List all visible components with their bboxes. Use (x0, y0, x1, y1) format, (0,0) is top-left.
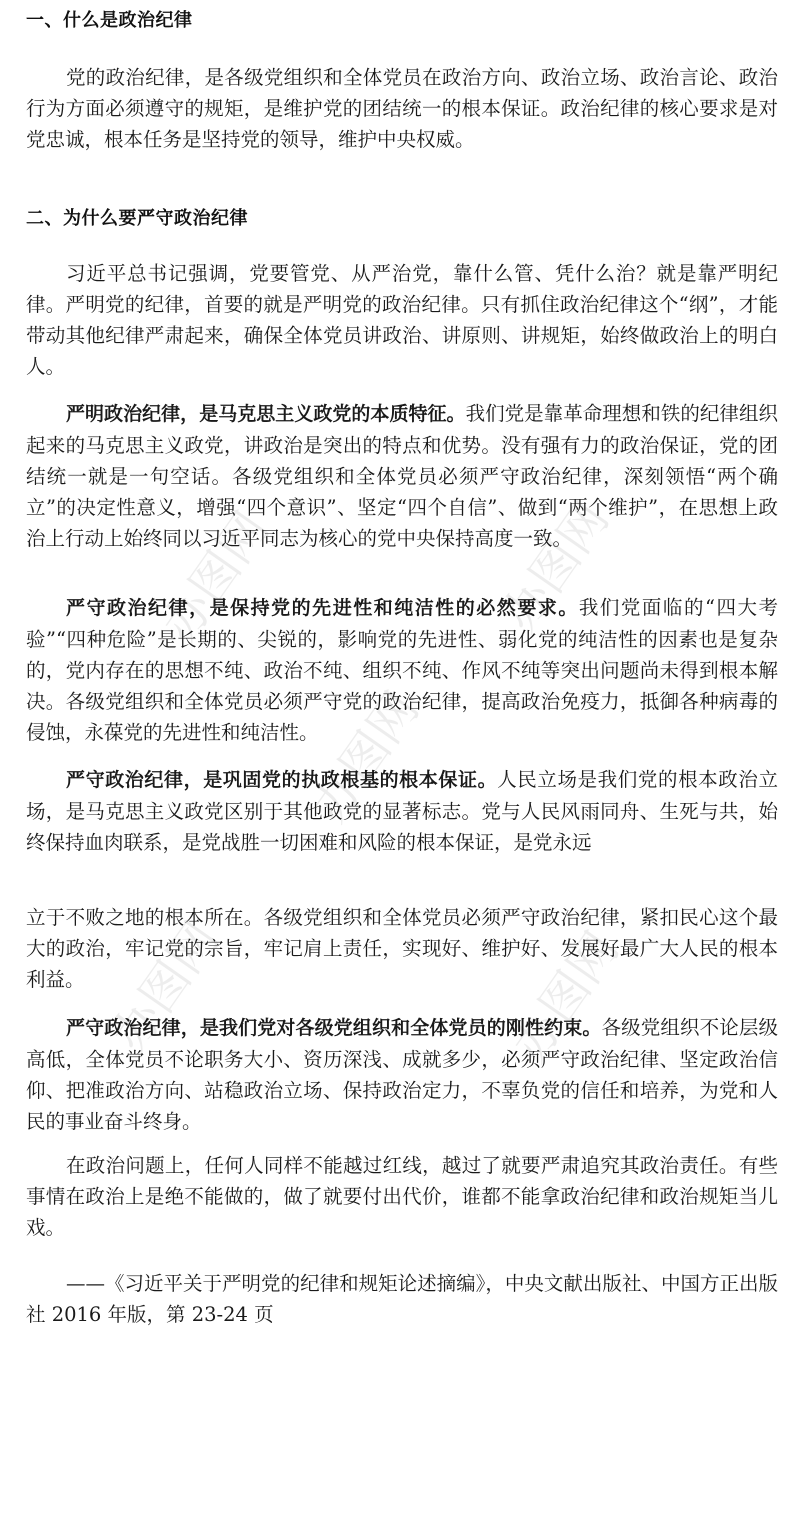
point-4-body: 各级党组织不论层级高低，全体党员不论职务大小、资历深浅、成就多少，必须严守政治纪律、坚定政治信仰、把准政治方向、站稳政治立场、保持政治定力，不辜负党的信任和培养，为党和人民的事业奋斗终身。 (26, 1016, 778, 1133)
point-3-paragraph (26, 764, 778, 858)
watermark: 办图网 (301, 682, 430, 833)
point-1-paragraph (26, 398, 778, 554)
closing-paragraph: 在政治问题上，任何人同样不能越过红线，越过了就要严肃追究其政治责任。有些事情在政治上是绝不能做的，做了就要付出代价，谁都不能拿政治纪律和政治规矩当儿戏。 (26, 1154, 778, 1239)
point-4-paragraph (26, 1012, 778, 1137)
point-3-body: 人民立场是我们党的根本政治立场，是马克思主义政党区别于其他政党的显著标志。党与人民风雨同舟、生死与共，始终保持血肉联系，是党战胜一切困难和风险的根本保证，是党永远 (26, 768, 778, 854)
point-2-lead: 严守政治纪律，是保持党的先进性和纯洁性的必然要求。 (66, 597, 579, 619)
section-2-title: 二、为什么要严守政治纪律 (26, 208, 248, 229)
citation: ——《习近平关于严明党的纪律和规矩论述摘编》，中央文献出版社、中国方正出版社 2016 年版，第 23-24 页 (26, 1272, 778, 1326)
point-3-lead: 严守政治纪律，是巩固党的执政根基的根本保证。 (66, 769, 498, 791)
point-1-body: 我们党是靠革命理想和铁的纪律组织起来的马克思主义政党，讲政治是突出的特点和优势。没有强有力的政治保证，党的团结统一就是一句空话。各级党组织和全体党员必须严守政治纪律，深刻领悟“两个确立”的决定性意义，增强“四个意识”、坚定“四个自信”、做到“两个维护”，在思想上政治上行动上始终同以习近平同志为核心的党中央保持高度一致。 (26, 402, 778, 550)
point-1-lead: 严明政治纪律，是马克思主义政党的本质特征。 (66, 403, 466, 425)
point-2-body: 我们党面临的“四大考验”“四种危险”是长期的、尖锐的，影响党的先进性、弱化党的纯洁性的因素也是复杂的，党内存在的思想不纯、政治不纯、组织不纯、作风不纯等突出问题尚未得到根本解决。各级党组织和全体党员必须严守党的政治纪律，提高政治免疫力，抵御各种病毒的侵蚀，永葆党的先进性和纯洁性。 (26, 596, 778, 744)
watermark: 办图网 (501, 922, 630, 1073)
section-1-title: 一、什么是政治纪律 (26, 10, 193, 31)
watermark: 办图网 (491, 492, 620, 643)
point-3-continuation: 立于不败之地的根本所在。各级党组织和全体党员必须严守政治纪律，紧扣民心这个最大的政治，牢记党的宗旨，牢记肩上责任，实现好、维护好、发展好最广大人民的根本利益。 (26, 906, 778, 991)
point-2-paragraph (26, 592, 778, 748)
watermark: 办图网 (101, 912, 230, 1063)
watermark: 办图网 (151, 502, 280, 653)
section-2-intro: 习近平总书记强调，党要管党、从严治党，靠什么管、凭什么治？就是靠严明纪律。严明党的纪律，首要的就是严明党的政治纪律。只有抓住政治纪律这个“纲”，才能带动其他纪律严肃起来，确保全体党员讲政治、讲原则、讲规矩，始终做政治上的明白人。 (26, 262, 778, 378)
point-4-lead: 严守政治纪律，是我们党对各级党组织和全体党员的刚性约束。 (66, 1017, 602, 1039)
section-1-paragraph: 党的政治纪律，是各级党组织和全体党员在政治方向、政治立场、政治言论、政治行为方面必须遵守的规矩，是维护党的团结统一的根本保证。政治纪律的核心要求是对党忠诚，根本任务是坚持党的领导，维护中央权威。 (26, 66, 778, 151)
